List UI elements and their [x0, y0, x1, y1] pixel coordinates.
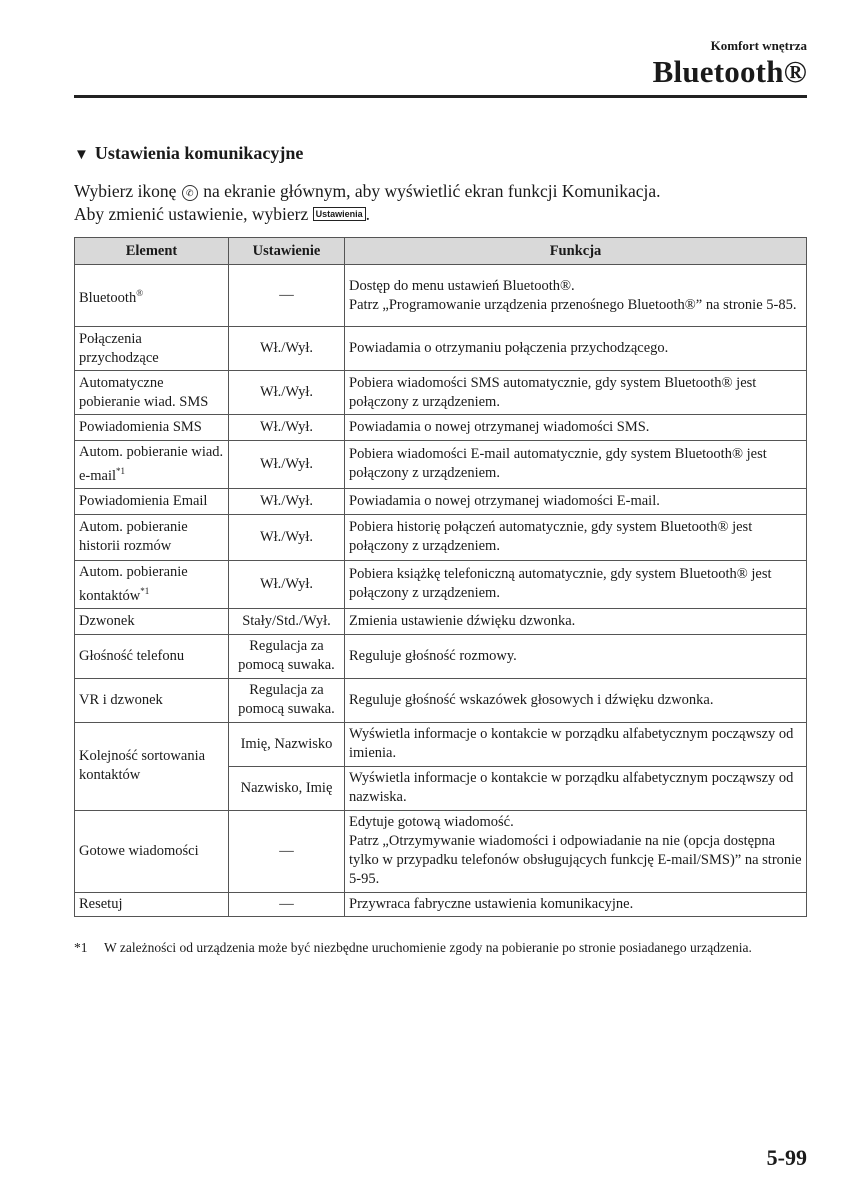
cell-function: Pobiera historię połączeń automatycznie, gdy system Bluetooth® jest połączony z urządzeniem.: [345, 514, 807, 560]
page-number: 5-99: [766, 1145, 807, 1170]
cell-element: Powiadomienia Email: [75, 488, 229, 514]
intro-line-1-end: na ekranie głównym, aby wyświetlić ekran funkcji Komunikacja.: [198, 181, 661, 201]
cell-setting: Stały/Std./Wył.: [229, 608, 345, 634]
intro-line-1: [74, 180, 661, 203]
table-row: [75, 514, 807, 560]
table-row: [75, 371, 807, 415]
registered-mark: ®: [136, 287, 144, 298]
table-row: [75, 441, 807, 489]
intro-text: [74, 180, 661, 226]
function-line: Dostęp do menu ustawień Bluetooth®.: [349, 277, 575, 294]
settings-table: [74, 237, 807, 917]
chapter-title: Bluetooth®: [652, 54, 807, 89]
column-header-element: Element: [75, 238, 229, 265]
cell-element: Połączenia przychodzące: [75, 327, 229, 371]
cell-function: Powiadamia o nowej otrzymanej wiadomości E-mail.: [345, 488, 807, 514]
cell-element: [75, 441, 229, 489]
header-rule: [74, 95, 807, 98]
intro-line-1-start: Wybierz ikonę: [74, 181, 181, 201]
cell-element: Resetuj: [75, 892, 229, 916]
table-row: [75, 722, 807, 766]
cell-setting: Wł./Wył.: [229, 488, 345, 514]
table-row: [75, 608, 807, 634]
cell-function: Pobiera książkę telefoniczną automatycznie, gdy system Bluetooth® jest połączony z urządzeniem.: [345, 560, 807, 608]
cell-setting: Wł./Wył.: [229, 371, 345, 415]
table-row: [75, 488, 807, 514]
cell-function: Reguluje głośność rozmowy.: [345, 634, 807, 678]
cell-function: [345, 265, 807, 327]
element-text: Bluetooth: [79, 289, 137, 306]
cell-function: Wyświetla informacje o kontakcie w porządku alfabetycznym począwszy od nazwiska.: [345, 766, 807, 810]
element-text: Autom. pobieranie kontaktów: [79, 563, 188, 604]
cell-function: Pobiera wiadomości SMS automatycznie, gdy system Bluetooth® jest połączony z urządzeniem.: [345, 371, 807, 415]
cell-setting: Regulacja za pomocą suwaka.: [229, 634, 345, 678]
cell-element: Głośność telefonu: [75, 634, 229, 678]
cell-element: Gotowe wiadomości: [75, 810, 229, 892]
cell-setting: —: [229, 810, 345, 892]
cell-element: Kolejność sortowania kontaktów: [75, 722, 229, 810]
cell-element: Automatyczne pobieranie wiad. SMS: [75, 371, 229, 415]
cell-element: [75, 265, 229, 327]
intro-line-2-end: .: [365, 204, 371, 224]
cell-element: VR i dzwonek: [75, 678, 229, 722]
section-heading: [74, 143, 303, 164]
footnote-ref: *1: [140, 585, 150, 596]
footnote-text: W zależności od urządzenia może być niezbędne uruchomienie zgody na pobieranie po stronie posiadanego urządzenia.: [104, 940, 752, 955]
section-label: Komfort wnętrza: [710, 38, 807, 53]
table-row: [75, 892, 807, 916]
cell-function: Pobiera wiadomości E-mail automatycznie, gdy system Bluetooth® jest połączony z urządzeniem.: [345, 441, 807, 489]
cell-element: [75, 560, 229, 608]
section-heading-text: Ustawienia komunikacyjne: [94, 143, 304, 163]
intro-line-2-start: Aby zmienić ustawienie, wybierz: [74, 204, 313, 224]
table-row: [75, 560, 807, 608]
cell-setting: Regulacja za pomocą suwaka.: [229, 678, 345, 722]
table-row: [75, 810, 807, 892]
settings-button-icon: Ustawienia: [313, 207, 366, 221]
function-line: Patrz „Otrzymywanie wiadomości i odpowiadanie na nie (opcja dostępna tylko w przypadku telefonów obsługujących funkcję E-mail/SMS)” na stronie 5-95.: [349, 833, 802, 888]
cell-function: [345, 810, 807, 892]
cell-setting: Wł./Wył.: [229, 560, 345, 608]
column-header-setting: Ustawienie: [229, 238, 345, 265]
cell-setting: —: [229, 892, 345, 916]
footnote: [74, 938, 807, 958]
function-line: Edytuje gotową wiadomość.: [349, 814, 514, 831]
cell-setting: Nazwisko, Imię: [229, 766, 345, 810]
cell-element: Autom. pobieranie historii rozmów: [75, 514, 229, 560]
cell-setting: Imię, Nazwisko: [229, 722, 345, 766]
table-row: [75, 327, 807, 371]
cell-setting: Wł./Wył.: [229, 415, 345, 441]
cell-function: Powiadamia o otrzymaniu połączenia przychodzącego.: [345, 327, 807, 371]
cell-setting: Wł./Wył.: [229, 514, 345, 560]
intro-line-2: [74, 203, 661, 226]
cell-setting: Wł./Wył.: [229, 441, 345, 489]
cell-function: Reguluje głośność wskazówek głosowych i dźwięku dzwonka.: [345, 678, 807, 722]
cell-function: Wyświetla informacje o kontakcie w porządku alfabetycznym począwszy od imienia.: [345, 722, 807, 766]
table-row: [75, 678, 807, 722]
cell-setting: Wł./Wył.: [229, 327, 345, 371]
table-header-row: [75, 238, 807, 265]
function-line: Patrz „Programowanie urządzenia przenośnego Bluetooth®” na stronie 5-85.: [349, 296, 797, 313]
communication-icon: ✆: [182, 185, 198, 201]
table-row: [75, 634, 807, 678]
cell-element: Powiadomienia SMS: [75, 415, 229, 441]
cell-function: Przywraca fabryczne ustawienia komunikacyjne.: [345, 892, 807, 916]
cell-function: Zmienia ustawienie dźwięku dzwonka.: [345, 608, 807, 634]
cell-element: Dzwonek: [75, 608, 229, 634]
column-header-function: Funkcja: [345, 238, 807, 265]
footnote-ref: *1: [116, 466, 126, 476]
table-row: [75, 265, 807, 327]
cell-function: Powiadamia o nowej otrzymanej wiadomości SMS.: [345, 415, 807, 441]
table-row: [75, 415, 807, 441]
cell-setting: —: [229, 265, 345, 327]
triangle-down-icon: ▼: [74, 147, 89, 163]
footnote-mark: *1: [74, 940, 88, 955]
element-text: Autom. pobieranie wiad. e-mail: [79, 444, 224, 484]
